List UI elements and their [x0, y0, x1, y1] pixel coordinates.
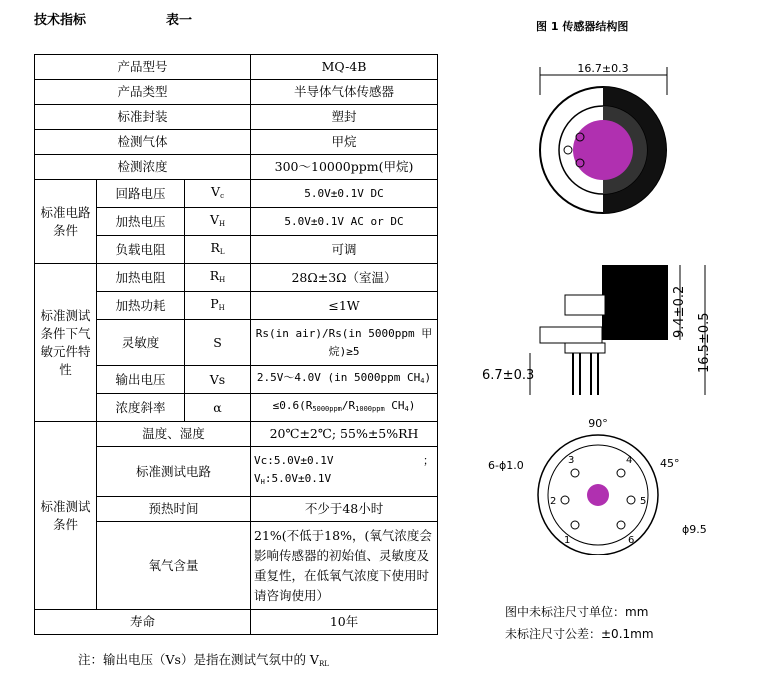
cell-symbol: Vs: [185, 366, 251, 394]
side-view: [482, 265, 712, 395]
cell-value: 21%(不低于18%，(氧气浓度会影响传感器的初始值、灵敏度及重复性，在低氧气浓度下使用时请咨询使用）: [251, 522, 438, 610]
cell-label: 检测浓度: [35, 155, 251, 180]
cell-value: 5.0V±0.1V DC: [251, 180, 438, 208]
cell-value: 5.0V±0.1V AC or DC: [251, 208, 438, 236]
cell-value: MQ-4B: [251, 55, 438, 80]
dim-angle-90: 90°: [588, 417, 608, 430]
value-text: /R: [341, 399, 356, 412]
sensor-body: [602, 265, 668, 340]
table-row: [35, 264, 438, 292]
sensing-element: [573, 120, 633, 180]
cell-value: 10年: [251, 610, 438, 635]
top-view: [540, 62, 667, 213]
cell-label: 产品类型: [35, 80, 251, 105]
table-row: [35, 155, 438, 180]
group-label: 标准测试条件: [35, 422, 97, 610]
cell-value: [251, 447, 438, 497]
dim-angle-45: 45°: [660, 457, 680, 470]
cell-label: 加热电压: [97, 208, 185, 236]
symbol-text: R: [209, 267, 220, 283]
figure-title: 图 1 传感器结构图: [536, 20, 629, 33]
cell-label: 预热时间: [97, 497, 251, 522]
cell-value: 28Ω±3Ω（室温）: [251, 264, 438, 292]
table-row: [35, 80, 438, 105]
footnote-sub: RL: [318, 660, 329, 668]
cell-value: 300～10000ppm(甲烷): [251, 155, 438, 180]
pin-number: 2: [550, 496, 557, 507]
bottom-center: [587, 484, 609, 506]
pin-number: 5: [640, 496, 647, 507]
table-label: 表一: [166, 13, 193, 28]
cell-label: 灵敏度: [97, 320, 185, 366]
base-step: [565, 343, 605, 353]
cell-label: 加热功耗: [97, 292, 185, 320]
symbol-text: R: [210, 239, 220, 255]
vh-value: :5.0V±0.1V: [264, 472, 332, 485]
cell-label: 检测气体: [35, 130, 251, 155]
cell-symbol: [185, 292, 251, 320]
cell-label: 标准测试电路: [97, 447, 251, 497]
circuit-line: [254, 470, 434, 491]
value-sub: 5000ppm: [312, 405, 342, 413]
cell-value: 可调: [251, 236, 438, 264]
group-label: 标准电路条件: [35, 180, 97, 264]
pin-number: 3: [568, 455, 575, 466]
table-row: [35, 55, 438, 80]
symbol-sub: H: [218, 303, 225, 312]
cell-label: 标准封装: [35, 105, 251, 130]
cell-label: 输出电压: [97, 366, 185, 394]
value-text: ): [424, 371, 432, 384]
dim-circle: ϕ9.5: [682, 523, 707, 536]
pin-number: 4: [626, 455, 633, 466]
value-text: CH: [384, 399, 405, 412]
table-row: [35, 105, 438, 130]
value-text: ≤0.6(R: [272, 399, 313, 412]
value-text: ): [408, 399, 416, 412]
cell-symbol: [185, 208, 251, 236]
cell-value: [251, 394, 438, 422]
vc-text: Vc:5.0V±0.1V: [254, 454, 334, 467]
cell-label: 产品型号: [35, 55, 251, 80]
sensor-drawing: [480, 55, 730, 555]
symbol-text: P: [210, 295, 219, 311]
table-row: [35, 180, 438, 208]
cell-label: 回路电压: [97, 180, 185, 208]
pin-number: 1: [564, 535, 571, 546]
cell-symbol: [185, 264, 251, 292]
base: [565, 295, 605, 315]
vh-text: V: [254, 472, 261, 485]
semicolon: ；: [423, 454, 435, 467]
symbol-sub: H: [218, 219, 226, 228]
dim-top-width: 16.7±0.3: [577, 62, 629, 75]
circuit-line: [254, 452, 434, 470]
footnote: [78, 650, 329, 668]
cell-symbol: α: [185, 394, 251, 422]
cell-label: 浓度斜率: [97, 394, 185, 422]
cell-value: [251, 366, 438, 394]
cell-value: 20℃±2℃; 55%±5%RH: [251, 422, 438, 447]
symbol-sub: H: [219, 275, 226, 284]
base-flange: [540, 327, 602, 343]
cell-value: 不少于48小时: [251, 497, 438, 522]
value-sub: 4: [420, 377, 425, 385]
symbol-text: V: [209, 211, 219, 227]
cell-value: ≤1W: [251, 292, 438, 320]
table-row: [35, 610, 438, 635]
dim-body-height: 9.4±0.2: [672, 285, 687, 338]
symbol-text: V: [211, 183, 221, 199]
spec-table: [34, 54, 438, 635]
section-title: 技术指标: [34, 13, 87, 28]
cell-value: 半导体气体传感器: [251, 80, 438, 105]
cell-symbol: [185, 236, 251, 264]
value-sub: 1000ppm: [355, 405, 385, 413]
value-sub: 4: [404, 405, 409, 413]
table-row: [35, 422, 438, 447]
table-row: [35, 130, 438, 155]
dim-total-height: 16.5±0.5: [697, 312, 712, 373]
vh-sub: H: [260, 478, 265, 486]
cell-value: 甲烷: [251, 130, 438, 155]
cell-label: 氧气含量: [97, 522, 251, 610]
value-text: 2.5V～4.0V (in 5000ppm CH: [256, 371, 421, 384]
unit-note: 图中未标注尺寸单位：mm: [505, 605, 649, 619]
cell-label: 负载电阻: [97, 236, 185, 264]
pin-number: 6: [628, 535, 635, 546]
tolerance-note: 未标注尺寸公差：±0.1mm: [505, 627, 654, 641]
cell-value: 塑封: [251, 105, 438, 130]
bottom-view: [488, 417, 707, 555]
symbol-sub: L: [219, 247, 225, 256]
figure-notes: [505, 601, 654, 645]
cell-label: 寿命: [35, 610, 251, 635]
cell-symbol: [185, 180, 251, 208]
dim-pin-diameter: 6-ϕ1.0: [488, 459, 524, 472]
footnote-text: 注：输出电压（Vs）是指在测试气氛中的 V: [78, 652, 319, 667]
group-label: 标准测试条件下气敏元件特性: [35, 264, 97, 422]
dim-pin-length: 6.7±0.3: [482, 368, 535, 383]
cell-value: Rs(in air)/Rs(in 5000ppm 甲烷)≥5: [251, 320, 438, 366]
cell-label: 温度、湿度: [97, 422, 251, 447]
cell-label: 加热电阻: [97, 264, 185, 292]
symbol-sub: c: [220, 191, 224, 200]
cell-symbol: S: [185, 320, 251, 366]
